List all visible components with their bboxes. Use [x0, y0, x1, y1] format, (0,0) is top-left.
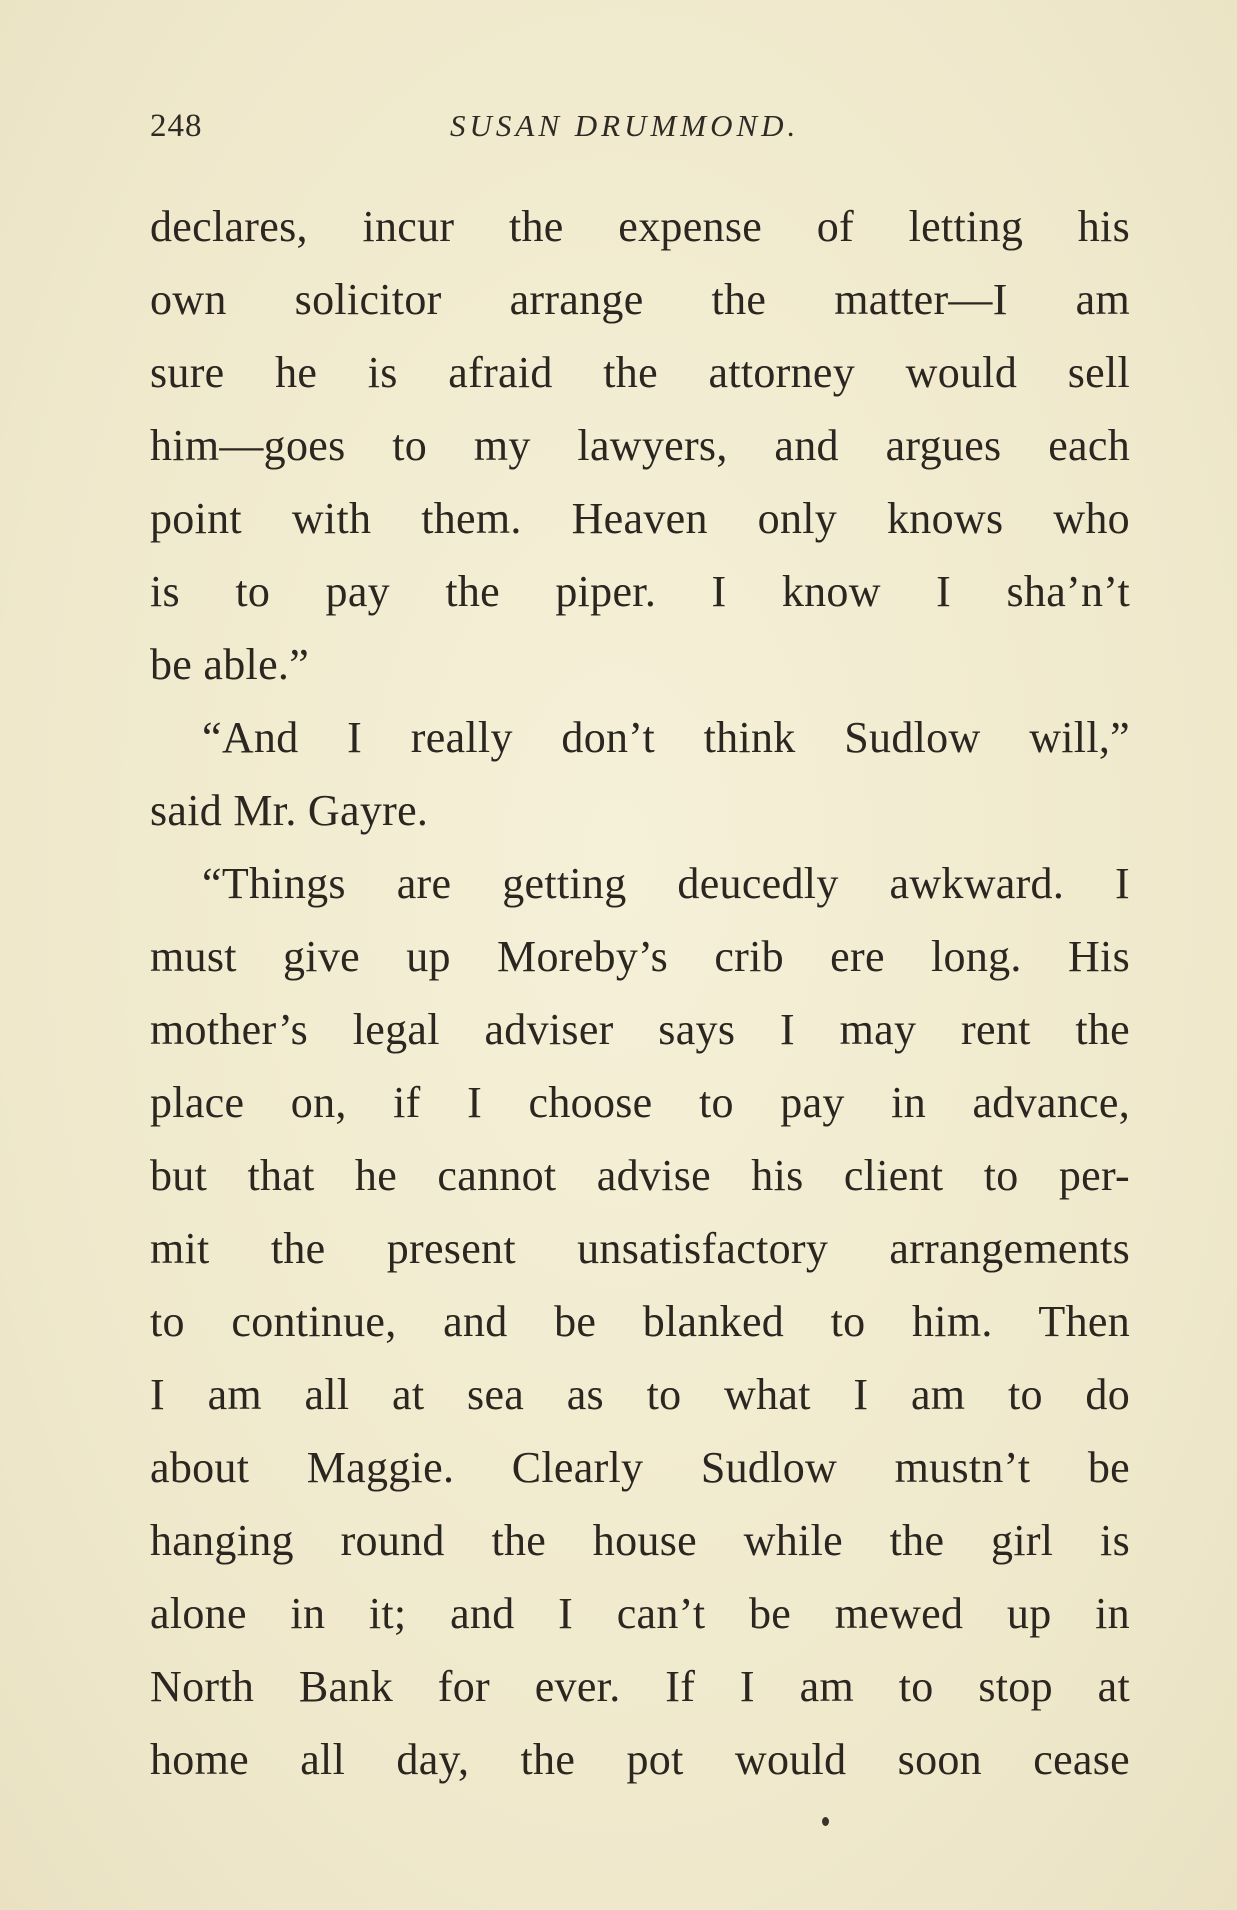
text-line: hanging round the house while the girl is [150, 1516, 1130, 1565]
text-line: mother’s legal adviser says I may rent the [150, 1005, 1130, 1054]
text-line: is to pay the piper. I know I sha’n’t [150, 567, 1130, 616]
text-line: North Bank for ever. If I am to stop at [150, 1662, 1130, 1711]
text-line: mit the present unsatisfactory arrangements [150, 1224, 1130, 1273]
text-line: sure he is afraid the attorney would sell [150, 348, 1130, 397]
ink-speck [822, 1817, 829, 1826]
text-line: but that he cannot advise his client to per- [150, 1151, 1130, 1200]
text-line: him—goes to my lawyers, and argues each [150, 421, 1130, 470]
text-line: be able.” [150, 640, 310, 689]
text-line: alone in it; and I can’t be mewed up in [150, 1589, 1130, 1638]
text-line: place on, if I choose to pay in advance, [150, 1078, 1130, 1127]
page-number: 248 [150, 108, 203, 144]
text-line: must give up Moreby’s crib ere long. His [150, 932, 1130, 981]
text-line: about Maggie. Clearly Sudlow mustn’t be [150, 1443, 1130, 1492]
text-line: home all day, the pot would soon cease [150, 1735, 1130, 1784]
text-line: declares, incur the expense of letting his [150, 202, 1130, 251]
text-line: “Things are getting deucedly awkward. I [202, 859, 1130, 908]
text-line: “And I really don’t think Sudlow will,” [202, 713, 1130, 762]
text-line: point with them. Heaven only knows who [150, 494, 1130, 543]
running-title: SUSAN DRUMMOND. [450, 108, 800, 143]
body-text [150, 190, 1130, 1796]
running-head [150, 108, 1130, 152]
text-line: to continue, and be blanked to him. Then [150, 1297, 1130, 1346]
text-line: own solicitor arrange the matter—I am [150, 275, 1130, 324]
text-line: said Mr. Gayre. [150, 786, 429, 835]
text-line: I am all at sea as to what I am to do [150, 1370, 1130, 1419]
